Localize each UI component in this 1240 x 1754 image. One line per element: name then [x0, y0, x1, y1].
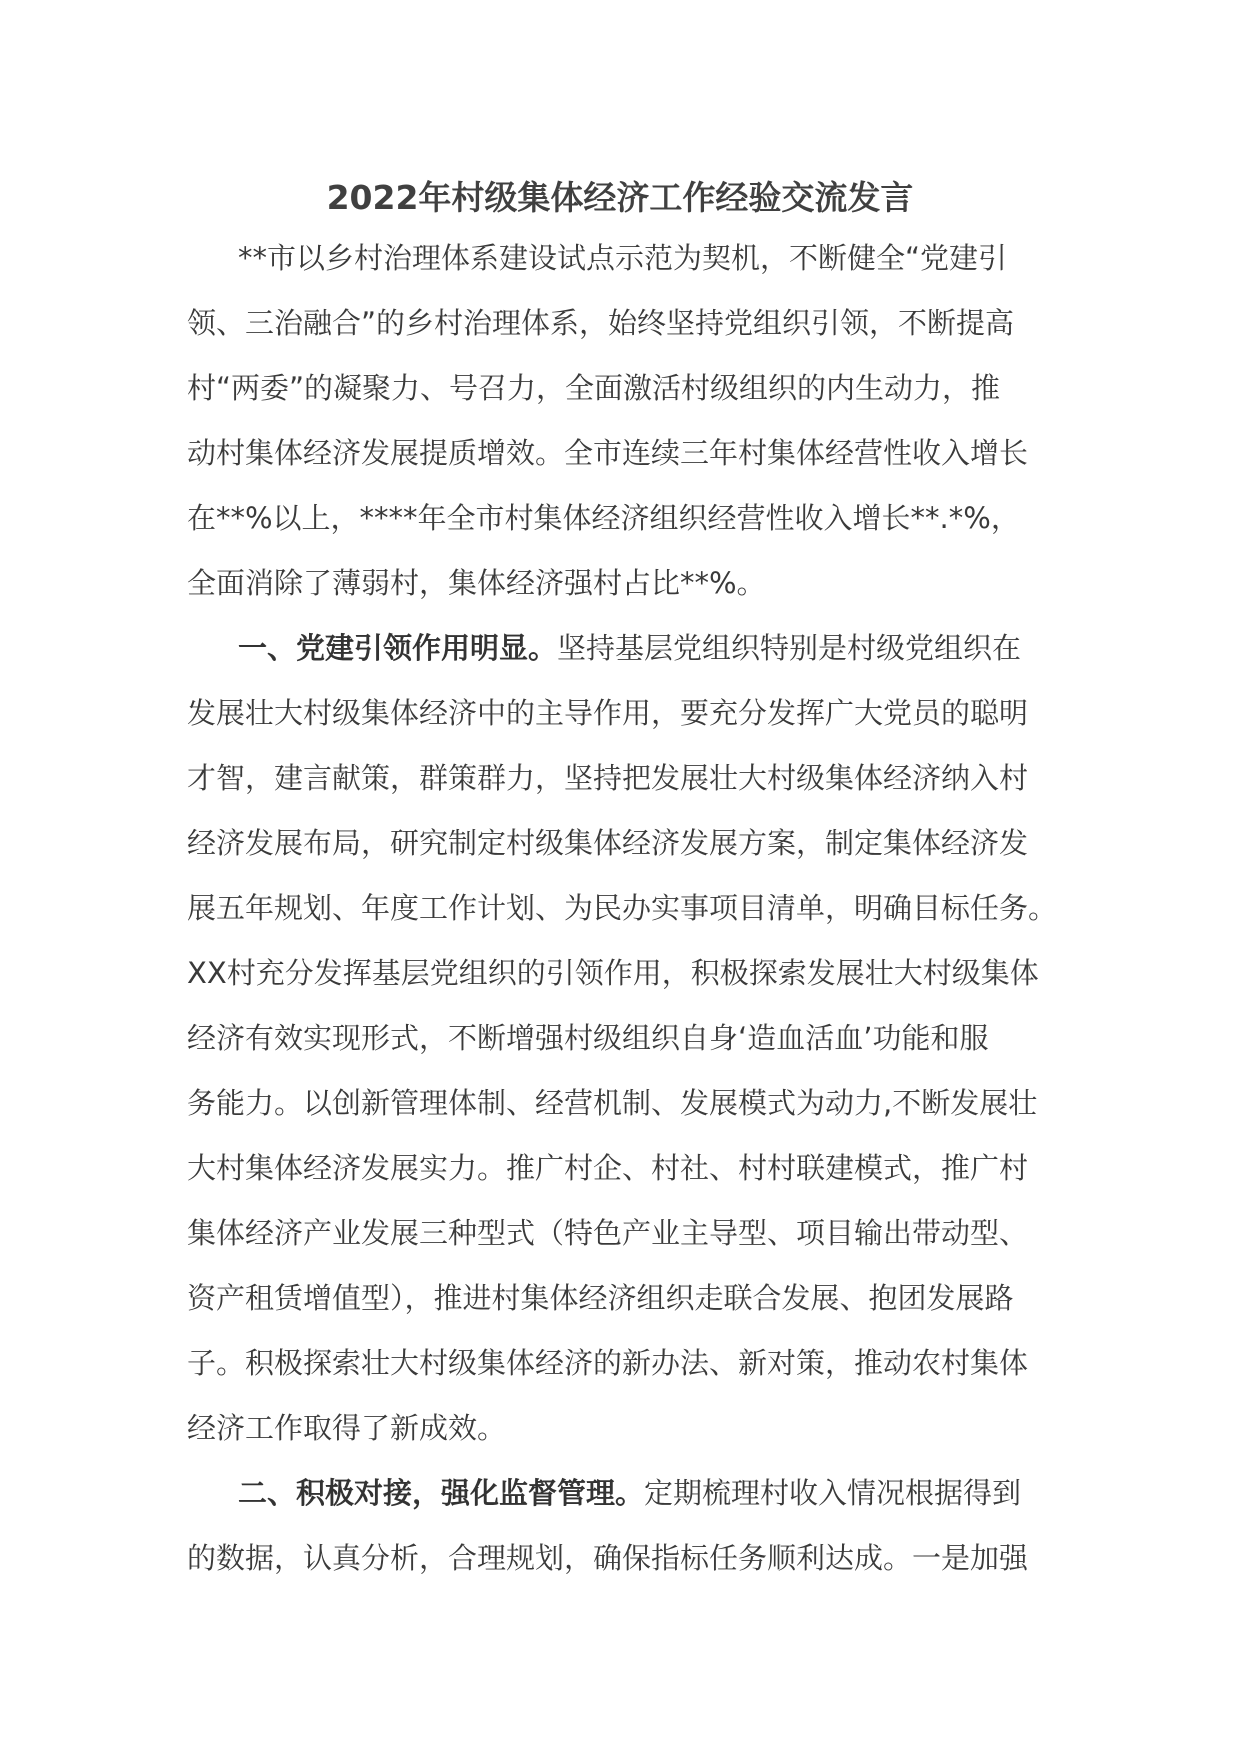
- paragraph-line: 大村集体经济发展实力。推广村企、村社、村村联建模式，推广村: [187, 1151, 1029, 1185]
- paragraph-line: **市以乡村治理体系建设试点示范为契机，不断健全“党建引: [238, 241, 1008, 275]
- document-title: 2022年村级集体经济工作经验交流发言: [326, 178, 914, 217]
- paragraph-line: 才智，建言献策，群策群力，坚持把发展壮大村级集体经济纳入村: [187, 761, 1029, 795]
- paragraph-first-line: [187, 627, 1055, 692]
- paragraph-text: 定期梳理村收入情况根据得到: [644, 1476, 1022, 1510]
- paragraph-line: 展五年规划、年度工作计划、为民办实事项目清单，明确目标任务。: [187, 891, 1058, 925]
- paragraph-line: 的数据，认真分析，合理规划，确保指标任务顺利达成。一是加强: [187, 1541, 1029, 1575]
- paragraph-text: 坚持基层党组织特别是村级党组织在: [557, 631, 1022, 665]
- paragraph-line: 经济有效实现形式，不断增强村级组织自身‘造血活血’功能和服: [187, 1021, 989, 1055]
- section-heading: 二、积极对接，强化监督管理。: [238, 1476, 645, 1510]
- paragraph-line: 经济工作取得了新成效。: [187, 1411, 507, 1445]
- paragraph-line: 领、三治融合”的乡村治理体系，始终坚持党组织引领，不断提高: [187, 306, 1015, 340]
- paragraph-line: 发展壮大村级集体经济中的主导作用，要充分发挥广大党员的聪明: [187, 696, 1029, 730]
- paragraph-line: 全面消除了薄弱村，集体经济强村占比**%。: [187, 566, 766, 600]
- document-body: [187, 237, 1058, 1602]
- paragraph-line: XX村充分发挥基层党组织的引领作用，积极探索发展壮大村级集体: [187, 956, 1039, 990]
- paragraph-line: 村“两委”的凝聚力、号召力，全面激活村级组织的内生动力，推: [187, 371, 1001, 405]
- paragraph-line: 集体经济产业发展三种型式（特色产业主导型、项目输出带动型、: [187, 1216, 1029, 1250]
- paragraph-line: 资产租赁增值型），推进村集体经济组织走联合发展、抱团发展路: [187, 1281, 1014, 1315]
- paragraph-first-line: [187, 1472, 1055, 1537]
- paragraph-line: 在**%以上，****年全市村集体经济组织经营性收入增长**.*%，: [187, 501, 1020, 535]
- paragraph-line: 子。积极探索壮大村级集体经济的新办法、新对策，推动农村集体: [187, 1346, 1029, 1380]
- paragraph-line: 动村集体经济发展提质增效。全市连续三年村集体经营性收入增长: [187, 436, 1029, 470]
- section-heading: 一、党建引领作用明显。: [238, 631, 558, 665]
- paragraph-line: 经济发展布局，研究制定村级集体经济发展方案，制定集体经济发: [187, 826, 1029, 860]
- paragraph-line: 务能力。以创新管理体制、经营机制、发展模式为动力,不断发展壮: [187, 1086, 1038, 1120]
